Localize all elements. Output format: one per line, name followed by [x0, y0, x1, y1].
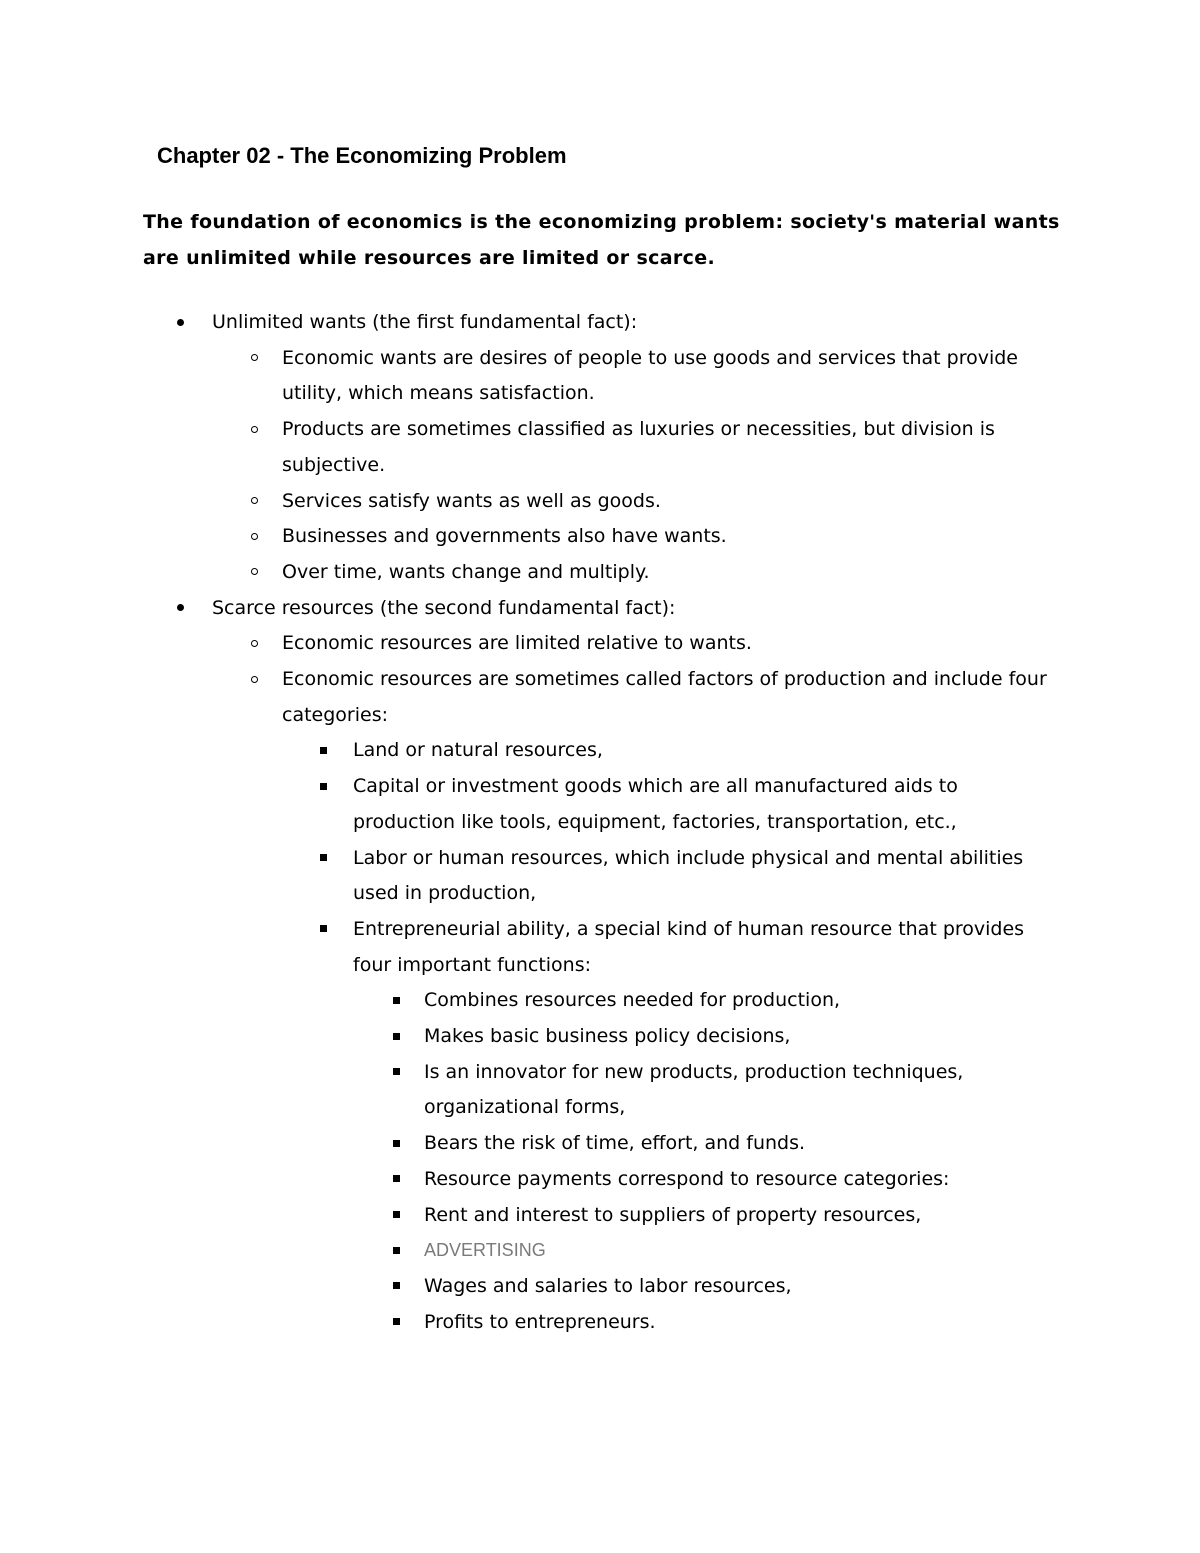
list-item-text: Wages and salaries to labor resources,	[424, 1274, 792, 1297]
list-item	[0, 1305, 1200, 1341]
square-bullet-icon	[386, 1055, 406, 1091]
disc-bullet-icon	[170, 591, 190, 627]
list-item-text: Economic wants are desires of people to use goods and services that provide utility, which means satisfaction.	[282, 346, 1018, 405]
circle-bullet-icon	[244, 626, 264, 662]
list-item-unlimited-wants	[0, 305, 1200, 341]
circle-bullet-icon	[244, 341, 264, 377]
chapter-title: Chapter 02 - The Economizing Problem	[157, 143, 567, 168]
list-item-text: Bears the risk of time, effort, and funds.	[424, 1132, 806, 1155]
square-bullet-icon	[313, 841, 333, 877]
square-bullet-icon	[386, 1269, 406, 1305]
list-item	[0, 662, 1200, 733]
list-item	[0, 1233, 1200, 1269]
square-bullet-icon	[313, 769, 333, 805]
list-item	[0, 626, 1200, 662]
list-item-text: Profits to entrepreneurs.	[424, 1310, 656, 1333]
square-bullet-icon	[313, 912, 333, 948]
square-bullet-icon	[386, 1233, 406, 1269]
circle-bullet-icon	[244, 484, 264, 520]
list-item	[0, 1269, 1200, 1305]
list-item	[0, 769, 1200, 840]
list-item-text: Is an innovator for new products, production techniques, organizational forms,	[424, 1060, 964, 1119]
disc-bullet-icon	[170, 305, 190, 341]
list-item-text: Labor or human resources, which include physical and mental abilities used in production,	[353, 846, 1024, 905]
list-item-text: Capital or investment goods which are all manufactured aids to production like tools, equipment, factories, transportation, etc.,	[353, 775, 958, 833]
list-item-text: Resource payments correspond to resource categories:	[424, 1167, 950, 1190]
list-item-text: Combines resources needed for production,	[424, 989, 841, 1012]
list-item-text: Scarce resources (the second fundamental fact):	[212, 596, 676, 619]
list-item	[0, 412, 1200, 483]
list-item	[0, 1198, 1200, 1234]
list-item-text: Rent and interest to suppliers of property resources,	[424, 1203, 922, 1226]
list-item-scarce-resources	[0, 591, 1200, 627]
list-item	[0, 1126, 1200, 1162]
intro-paragraph: The foundation of economics is the economizing problem: society's material wants are unlimited while resources are limited or scarce.	[143, 211, 1060, 269]
list-item	[0, 1162, 1200, 1198]
square-bullet-icon	[386, 1162, 406, 1198]
square-bullet-icon	[313, 733, 333, 769]
advertising-label: ADVERTISING	[424, 1240, 546, 1261]
list-item-text: Businesses and governments also have wants.	[282, 525, 727, 548]
list-item	[0, 1019, 1200, 1055]
list-item-text: Over time, wants change and multiply.	[282, 560, 650, 583]
list-item-text: Products are sometimes classified as luxuries or necessities, but division is subjective.	[282, 418, 995, 476]
list-item-text: Makes basic business policy decisions,	[424, 1025, 791, 1048]
list-item	[0, 983, 1200, 1019]
square-bullet-icon	[386, 1198, 406, 1234]
list-item-text: Services satisfy wants as well as goods.	[282, 489, 661, 512]
circle-bullet-icon	[244, 412, 264, 448]
circle-bullet-icon	[244, 555, 264, 591]
square-bullet-icon	[386, 1126, 406, 1162]
list-item	[0, 1055, 1200, 1126]
list-item	[0, 733, 1200, 769]
list-item	[0, 484, 1200, 520]
list-item	[0, 555, 1200, 591]
outline-list	[0, 305, 1200, 1340]
square-bullet-icon	[386, 1305, 406, 1341]
square-bullet-icon	[386, 1019, 406, 1055]
list-item	[0, 519, 1200, 555]
square-bullet-icon	[386, 983, 406, 1019]
list-item-text: Economic resources are limited relative to wants.	[282, 632, 752, 655]
list-item-text: Unlimited wants (the first fundamental fact):	[212, 311, 638, 333]
list-item-text: Economic resources are sometimes called factors of production and include four categories:	[282, 668, 1047, 726]
list-item	[0, 841, 1200, 912]
list-item	[0, 341, 1200, 412]
list-item-text: Entrepreneurial ability, a special kind of human resource that provides four important functions:	[353, 917, 1025, 976]
circle-bullet-icon	[244, 519, 264, 555]
circle-bullet-icon	[244, 662, 264, 698]
list-item	[0, 912, 1200, 983]
list-item-text: Land or natural resources,	[353, 739, 603, 762]
